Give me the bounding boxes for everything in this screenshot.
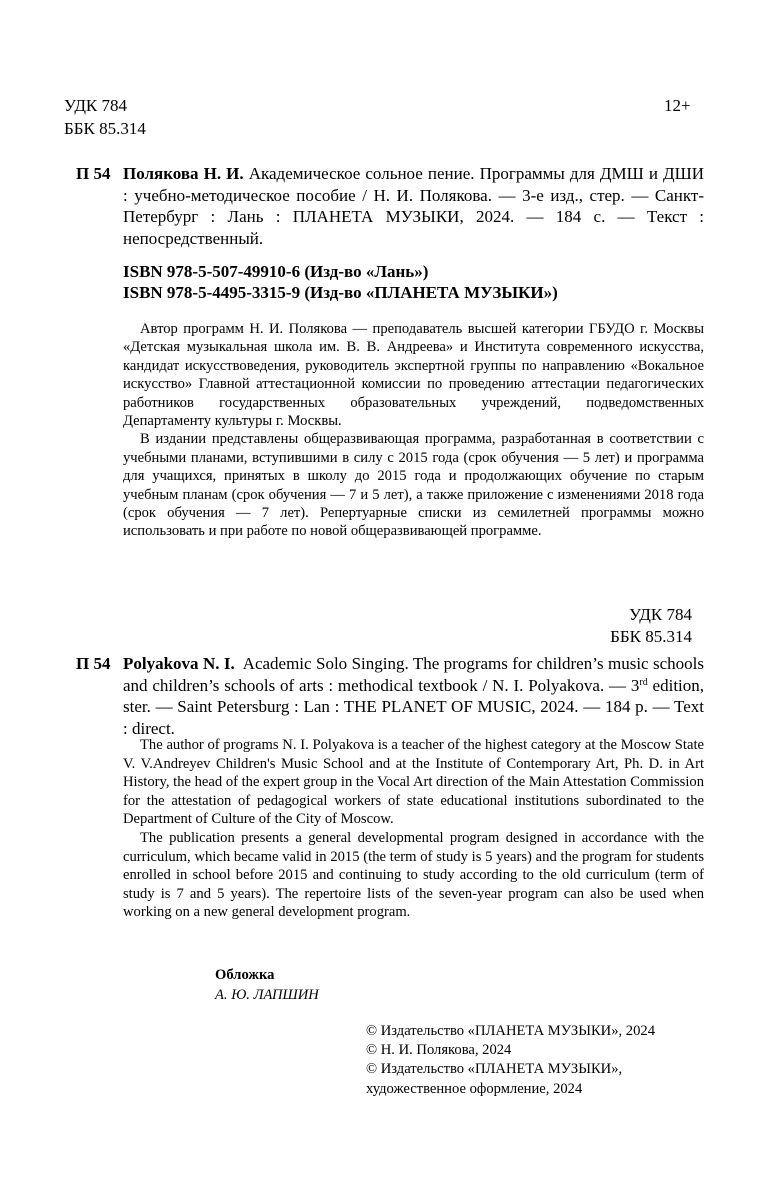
copyright-line: © Н. И. Полякова, 2024 — [366, 1042, 512, 1059]
classification-block — [64, 94, 146, 140]
english-entry-description-2: edition, ster. — Saint Petersburg : Lan : THE PLANET OF MUSIC, 2024. — 184 p. — Text : direct. — [123, 675, 705, 738]
english-annotation-author: The author of programs N. I. Polyakova is a teacher of the highest category at the Moscow State V. V.Andreyev Children's Music School and at the Institute of Contemporary Art, Ph. D. in Art History, the head of the expert group in the Vocal Art direction of the Main Attestation Commission for the attestation of pedagogical workers of state educational institutions subordinated to the Department of Culture of the City of Moscow. — [123, 737, 704, 828]
russian-annotation — [123, 320, 704, 541]
russian-annotation-author: Автор программ Н. И. Полякова — преподаватель высшей категории ГБУДО г. Москвы «Детская музыкальная школа им. В. В. Андреева» и Института современного искусства, кандидат искусствоведения, руководитель экспертной группы по направлению «Вокальное искусство» Главной аттестационной комиссии по проведению аттестации педагогических работников государственных образовательных учреждений, подведомственных Департаменту культуры г. Москвы. — [123, 321, 704, 430]
edition-superscript: rd — [639, 676, 648, 688]
russian-entry-text — [123, 163, 704, 249]
russian-annotation-content: В издании представлены общеразвивающая программа, разработанная в соответствии с учебными планами, вступившими в силу с 2015 года (срок обучения — 5 лет) и программа для учащихся, принятых в школу до 2015 года и продолжающих обучение по старым учебным планам (срок обучения — 7 и 5 лет), а также приложение с изменениями 2018 года (срок обучения — 7 лет). Репертуарные списки из семилетней программы можно использовать и при работе по новой общеразвивающей программе. — [123, 431, 704, 540]
isbn-lan: ISBN 978-5-507-49910-6 (Изд-во «Лань») — [123, 262, 429, 281]
age-rating: 12+ — [664, 96, 691, 115]
cover-credit — [215, 966, 319, 1005]
classification-block-repeat — [596, 604, 692, 648]
bbk-code: ББК 85.314 — [64, 119, 146, 138]
author-name-english: Polyakova N. I. — [123, 654, 235, 673]
copyright-line: художественное оформление, 2024 — [366, 1080, 583, 1097]
copyright-line: © Издательство «ПЛАНЕТА МУЗЫКИ», 2024 — [366, 1023, 655, 1039]
udc-code-repeat: УДК 784 — [628, 605, 692, 624]
udc-code: УДК 784 — [64, 96, 128, 115]
russian-catalog-entry — [76, 163, 704, 249]
english-entry-text — [123, 653, 704, 739]
copyright-block — [366, 1022, 655, 1099]
author-mark-english: П 54 — [76, 654, 111, 673]
isbn-block — [123, 261, 558, 303]
isbn-planet-music: ISBN 978-5-4495-3315-9 (Изд-во «ПЛАНЕТА МУЗЫКИ») — [123, 283, 558, 302]
english-catalog-entry — [76, 653, 704, 739]
copyright-line: © Издательство «ПЛАНЕТА МУЗЫКИ», — [366, 1061, 623, 1078]
english-entry-description-1: Academic Solo Singing. The programs for children’s music schools and children’s schools of arts : methodical textbook / N. I. Polyakova. — 3 — [123, 654, 704, 695]
author-mark: П 54 — [76, 164, 111, 183]
cover-artist: А. Ю. ЛАПШИН — [215, 986, 319, 1003]
russian-entry-description: Академическое сольное пение. Программы для ДМШ и ДШИ : учебно-методическое пособие / Н. И. Полякова. — 3-е изд., стер. — Санкт-Петербург : Лань : ПЛАНЕТА МУЗЫКИ, 2024. — 184 с. — Текст : непосредственный. — [123, 164, 705, 248]
english-annotation — [123, 736, 704, 922]
author-name: Полякова Н. И. — [123, 164, 244, 183]
cover-label: Обложка — [215, 967, 275, 983]
bbk-code-repeat: ББК 85.314 — [610, 627, 692, 646]
english-annotation-content: The publication presents a general developmental program designed in accordance with the curriculum, which became valid in 2015 (the term of study is 5 years) and the program for students enrolled in school before 2015 and continuing to study according to the old curriculum (term of study is 7 and 5 years). The repertoire lists of the seven-year program can also be used when working on a new general development program. — [123, 829, 704, 921]
